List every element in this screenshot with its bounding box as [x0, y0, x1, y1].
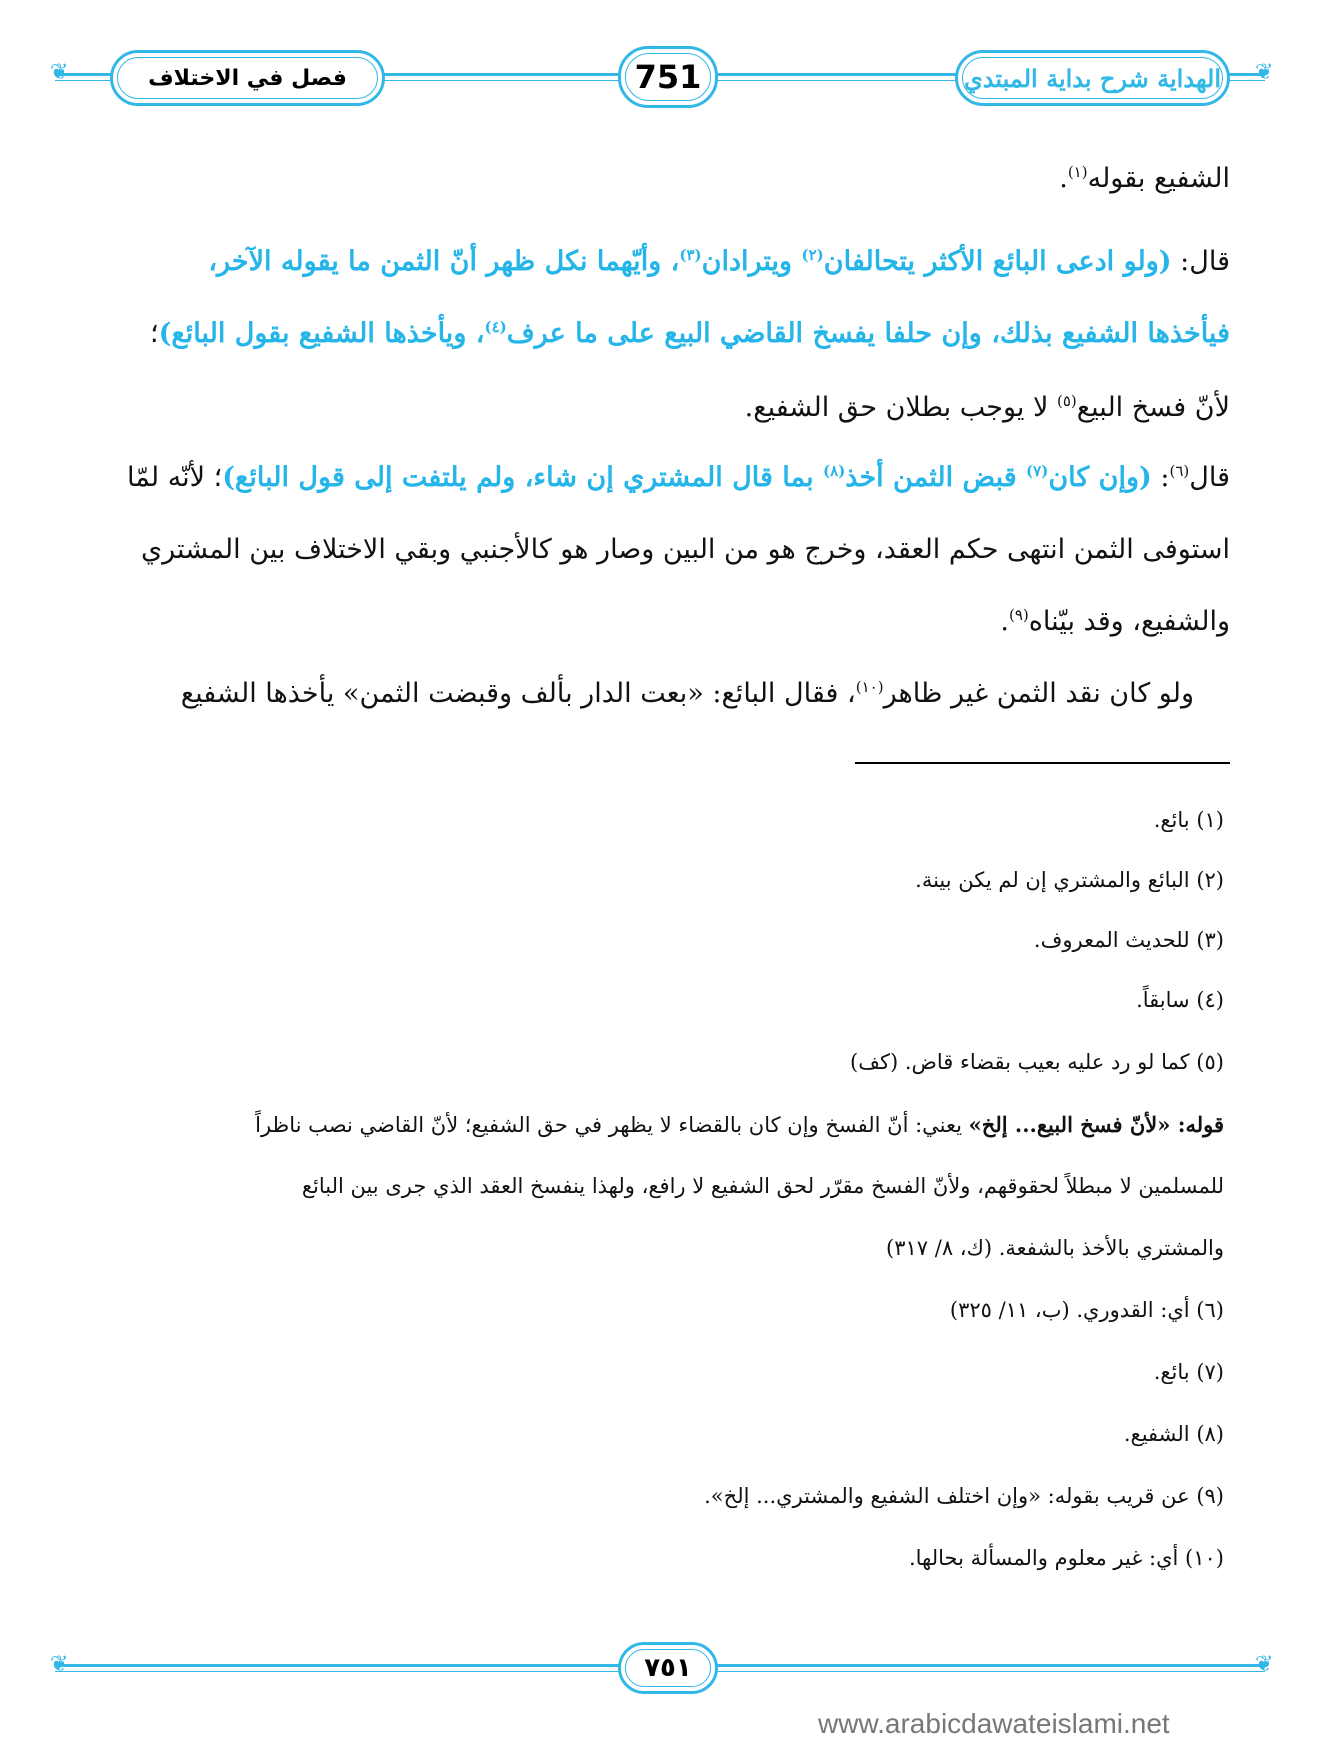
- footnote: (١٠) أي: غير معلوم والمسألة بحالها.: [908, 1546, 1224, 1570]
- left-ornament-icon: ❦: [50, 1652, 69, 1677]
- text-line: قال$^{(٦)}$: (وإن كان$^{(٧)}$ قبض الثمن أخذ$^{(٨)}$ بما قال المشتري إن شاء، ولم يلتفت إلى قول البائع)؛ لأنّه لمّا: [127, 462, 1230, 493]
- footnote: (٤) سابقاً.: [1136, 988, 1224, 1012]
- text-line: الشفيع بقوله$^{(١)}$.: [1059, 163, 1230, 194]
- footnote-separator: [855, 762, 1230, 764]
- section-title: فصل في الاختلاف: [148, 65, 347, 91]
- footnote: (٩) عن قريب بقوله: «وإن اختلف الشفيع والمشتري... إلخ».: [704, 1484, 1224, 1508]
- text-line: قال: (ولو ادعى البائع الأكثر يتحالفان$^{(٢)}$ ويترادان$^{(٣)}$، وأيّهما نكل ظهر أنّ الثمن ما يقوله الآخر،: [208, 246, 1230, 277]
- commentary-line: قوله: «لأنّ فسخ البيع... إلخ» يعني: أنّ الفسخ وإن كان بالقضاء لا يظهر في حق الشفيع؛ لأنّ القاضي نصب ناظراً: [255, 1112, 1224, 1137]
- book-title: الهداية شرح بداية المبتدي: [964, 63, 1221, 93]
- footnote: (٥) كما لو رد عليه بعيب بقضاء قاض. (كف): [850, 1050, 1224, 1074]
- page-number: 751: [634, 58, 702, 96]
- right-ornament-icon: ❦: [1255, 60, 1274, 85]
- footer-page-number-box: [618, 1642, 718, 1694]
- footer-page-number: ٧٥١: [644, 1653, 692, 1683]
- footnote: (١) بائع.: [1153, 808, 1224, 832]
- footnote: (٨) الشفيع.: [1123, 1422, 1224, 1446]
- text-line: والشفيع، وقد بيّناه$^{(٩)}$.: [1000, 606, 1230, 637]
- footnote: (٢) البائع والمشتري إن لم يكن بينة.: [915, 868, 1224, 892]
- text-line: استوفى الثمن انتهى حكم العقد، وخرج هو من البين وصار هو كالأجنبي وبقي الاختلاف بين المشتري: [141, 534, 1230, 565]
- text-line: لأنّ فسخ البيع$^{(٥)}$ لا يوجب بطلان حق الشفيع.: [744, 392, 1230, 423]
- commentary-line: للمسلمين لا مبطلاً لحقوقهم، ولأنّ الفسخ مقرّر لحق الشفيع لا رافع، ولهذا ينفسخ العقد الذي جرى بين البائع: [301, 1174, 1224, 1198]
- main-text: [95, 0, 1230, 760]
- footnote: (٧) بائع.: [1153, 1360, 1224, 1384]
- text-line: ولو كان نقد الثمن غير ظاهر$^{(١٠)}$، فقال البائع: «بعت الدار بألف وقبضت الثمن» يأخذها الشفيع: [180, 678, 1194, 709]
- footnote: (٦) أي: القدوري. (ب، ١١/ ٣٢٥): [949, 1298, 1224, 1322]
- right-ornament-icon: ❦: [1255, 1652, 1274, 1677]
- footnote: (٣) للحديث المعروف.: [1033, 928, 1224, 952]
- commentary-line: والمشتري بالأخذ بالشفعة. (ك، ٨/ ٣١٧): [886, 1236, 1224, 1260]
- website-watermark: www.arabicdawateislami.net: [818, 1708, 1170, 1739]
- left-ornament-icon: ❦: [50, 60, 69, 85]
- text-line: فيأخذها الشفيع بذلك، وإن حلفا يفسخ القاضي البيع على ما عرف$^{(٤)}$، ويأخذها الشفيع بقول البائع)؛: [149, 318, 1230, 349]
